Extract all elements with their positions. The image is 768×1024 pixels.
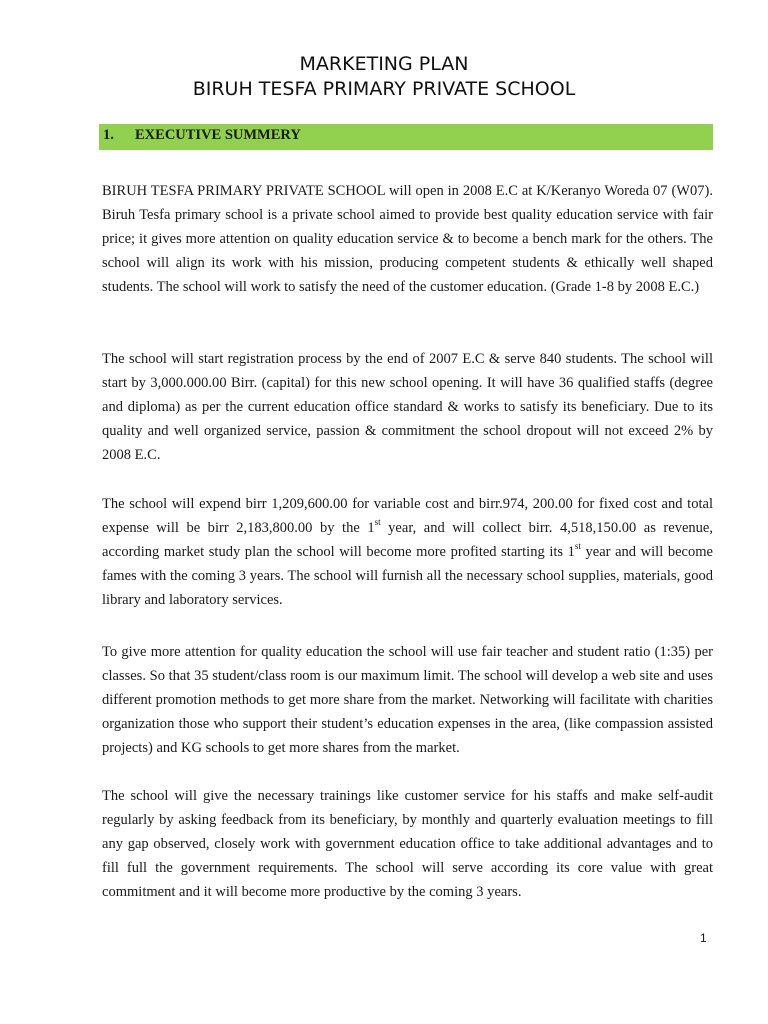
title-line-marketing-plan: MARKETING PLAN [299,53,469,75]
superscript-st-2: st [574,541,581,551]
paragraph-registration: The school will start registration process by the end of 2007 E.C & serve 840 students. The school will start by 3,000.000.00 Birr. (capital) for this new school opening. It will have 36 qualified staffs (degree and diploma) as per the current education office standard & works to satisfy its beneficiary. Due to its quality and well organized service, passion & commitment the school dropout will not exceed 2% by 2008 E.C. [102,351,713,463]
finance-text-1: The school will expend birr 1,209,600.00 for variable cost and birr.974, 200.00 for fixed cost and total expense will be birr 2,183,800.00 by the 1 [102,496,713,536]
page-number: 1 [700,931,707,945]
paragraph-finance [102,492,713,612]
title-line-school-name: BIRUH TESFA PRIMARY PRIVATE SCHOOL [192,78,576,100]
paragraph-trainings: The school will give the necessary trainings like customer service for his staffs and make self-audit regularly by asking feedback from its beneficiary, by monthly and quarterly evaluation meetings to fill any gap observed, closely work with government education office to take additional advantages and to fill full the government requirements. The school will serve according its core value with great commitment and it will become more productive by the coming 3 years. [102,788,713,900]
finance-text-2: year, and will collect birr. 4,518,150.00 as revenue, according market study plan the school will become more profited starting its 1 [102,520,713,560]
superscript-st-1: st [374,517,381,527]
section-number: 1. [103,127,114,143]
document-title [0,52,768,102]
paragraph-intro: BIRUH TESFA PRIMARY PRIVATE SCHOOL will open in 2008 E.C at K/Keranyo Woreda 07 (W07). Biruh Tesfa primary school is a private school aimed to provide best quality education service with fair price; it gives more attention on quality education service & to become a bench mark for the others. The school will align its work with his mission, producing competent students & ethically well shaped students. The school will work to satisfy the need of the customer education. (Grade 1-8 by 2008 E.C.) [102,183,713,295]
section-heading: EXECUTIVE SUMMERY [135,127,301,143]
finance-text-3: year and will become fames with the coming 3 years. The school will furnish all the necessary school supplies, materials, good library and laboratory services. [102,544,713,608]
paragraph-quality: To give more attention for quality education the school will use fair teacher and student ratio (1:35) per classes. So that 35 student/class room is our maximum limit. The school will develop a web site and uses different promotion methods to get more share from the market. Networking will facilitate with charities organization those who support their student’s education expenses in the area, (like compassion assisted projects) and KG schools to get more shares from the market. [102,644,713,756]
section-heading-bar [99,124,713,150]
